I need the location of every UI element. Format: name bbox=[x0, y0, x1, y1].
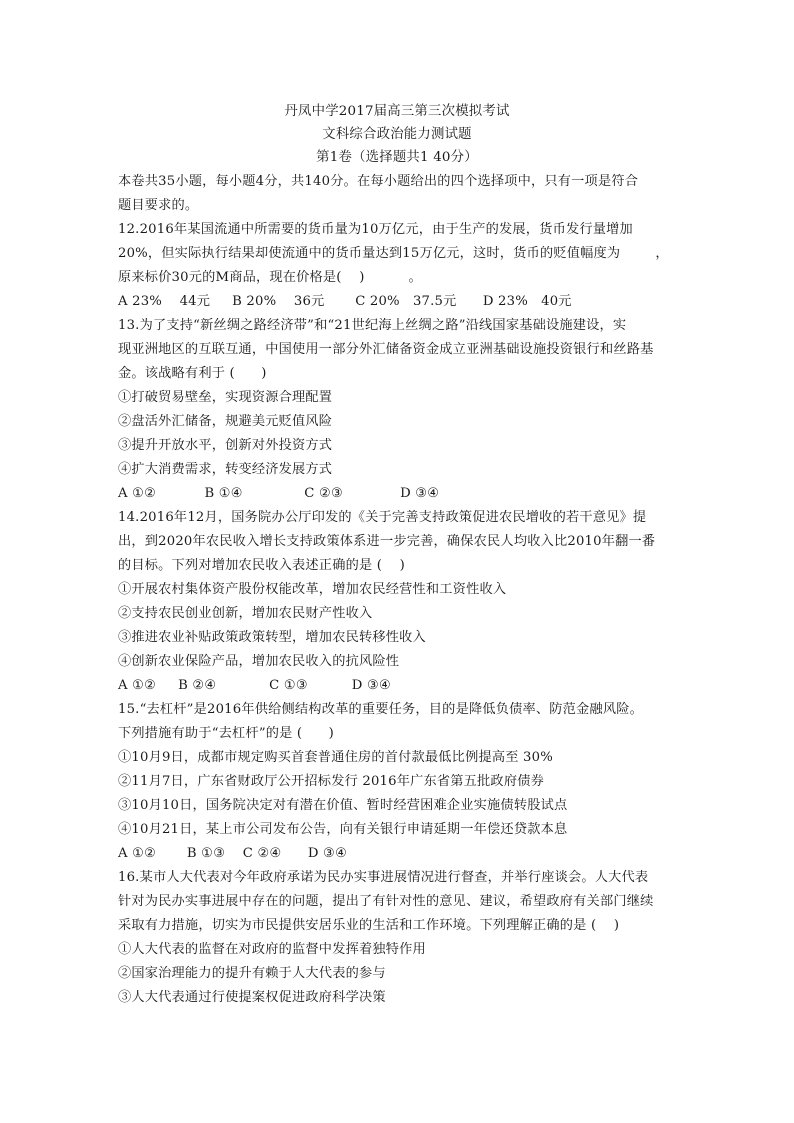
question-14-item: ①开展农村集体资产股份权能改革，增加农民经营性和工资性收入 bbox=[118, 582, 507, 597]
question-13-options: A ①② B ①④ C ②③ D ③④ bbox=[118, 486, 440, 501]
section-heading: 第1卷（选择题共1 40分） bbox=[316, 150, 478, 165]
question-13-line: 13.为了支持“新丝绸之路经济带”和“21世纪海上丝绸之路”沿线国家基础设施建设，实 bbox=[118, 318, 627, 333]
question-15-options: A ①② B ①③ C ②④ D ③④ bbox=[118, 846, 348, 861]
question-16-item: ③人大代表通过行使提案权促进政府科学决策 bbox=[118, 990, 386, 1005]
question-14-options: A ①② B ②④ C ①③ D ③④ bbox=[118, 678, 392, 693]
question-15-item: ④10月21日，某上市公司发布公告，向有关银行申请延期一年偿还贷款本息 bbox=[118, 822, 568, 837]
question-16-line: 针对为民办实事进展中存在的问题，提出了有针对性的意见、建议，希望政府有关部门继续 bbox=[118, 894, 654, 909]
question-14-line: 14.2016年12月，国务院办公厅印发的《关于完善支持政策促进农民增收的若干意见》提 bbox=[118, 510, 647, 525]
question-16-line: 采取有力措施，切实为市民提供安居乐业的生活和工作环境。下列理解正确的是 ( ) bbox=[118, 918, 620, 933]
question-12-line: 12.2016年某国流通中所需要的货币量为10万亿元，由于生产的发展，货币发行量增加 bbox=[118, 222, 633, 237]
intro-line: 题目要求的。 bbox=[118, 198, 199, 213]
question-15-line: 下列措施有助于“去杠杆”的是 ( ) bbox=[118, 726, 334, 741]
question-15-item: ①10月9日，成都市规定购买首套普通住房的首付款最低比例提高至 30% bbox=[118, 750, 553, 765]
question-13-item: ④扩大消费需求，转变经济发展方式 bbox=[118, 462, 333, 477]
question-13-line: 金。该战略有利于 ( ) bbox=[118, 366, 267, 381]
question-14-item: ④创新农业保险产品，增加农民收入的抗风险性 bbox=[118, 654, 400, 669]
question-12-options: A 23% 44元 B 20% 36元 C 20% 37.5元 D 23% 40元 bbox=[118, 294, 572, 309]
question-14-line: 出，到2020年农民收入增长支持政策体系进一步完善，确保农民人均收入比2010年翻一番 bbox=[118, 534, 656, 549]
question-14-item: ②支持农民创业创新，增加农民财产性收入 bbox=[118, 606, 373, 621]
question-13-item: ②盘活外汇储备，规避美元贬值风险 bbox=[118, 414, 333, 429]
exam-title: 丹凤中学2017届高三第三次模拟考试 bbox=[284, 104, 510, 119]
question-13-item: ③提升开放水平，创新对外投资方式 bbox=[118, 438, 333, 453]
question-15-item: ②11月7日，广东省财政厅公开招标发行 2016年广东省第五批政府债券 bbox=[118, 774, 544, 789]
question-16-item: ②国家治理能力的提升有赖于人大代表的参与 bbox=[118, 966, 386, 981]
question-15-item: ③10月10日，国务院决定对有潜在价值、暂时经营困难企业实施债转股试点 bbox=[118, 798, 568, 813]
question-12-line: 20%，但实际执行结果却使流通中的货币量达到15万亿元，这时，货币的贬值幅度为 ， bbox=[118, 246, 669, 261]
question-16-item: ①人大代表的监督在对政府的监督中发挥着独特作用 bbox=[118, 942, 426, 957]
question-12-line: 原来标价30元的M商品，现在价格是( ) 。 bbox=[118, 270, 422, 285]
question-13-item: ①打破贸易壁垒，实现资源合理配置 bbox=[118, 390, 333, 405]
question-13-line: 现亚洲地区的互联互通，中国使用一部分外汇储备资金成立亚洲基础设施投资银行和丝路基 bbox=[118, 342, 654, 357]
exam-subtitle: 文科综合政治能力测试题 bbox=[322, 127, 472, 142]
question-14-line: 的目标。下列对增加农民收入表述正确的是 ( ) bbox=[118, 558, 406, 573]
question-14-item: ③推进农业补贴政策政策转型，增加农民转移性收入 bbox=[118, 630, 426, 645]
intro-line: 本卷共35小题，每小题4分，共140分。在每小题给出的四个选择项中，只有一项是符合 bbox=[118, 174, 639, 189]
question-15-line: 15.“去杠杆”是2016年供给侧结构改革的重要任务，目的是降低负债率、防范金融风险。 bbox=[118, 702, 643, 717]
question-16-line: 16.某市人大代表对今年政府承诺为民办实事进展情况进行督查，并举行座谈会。人大代表 bbox=[118, 870, 649, 885]
